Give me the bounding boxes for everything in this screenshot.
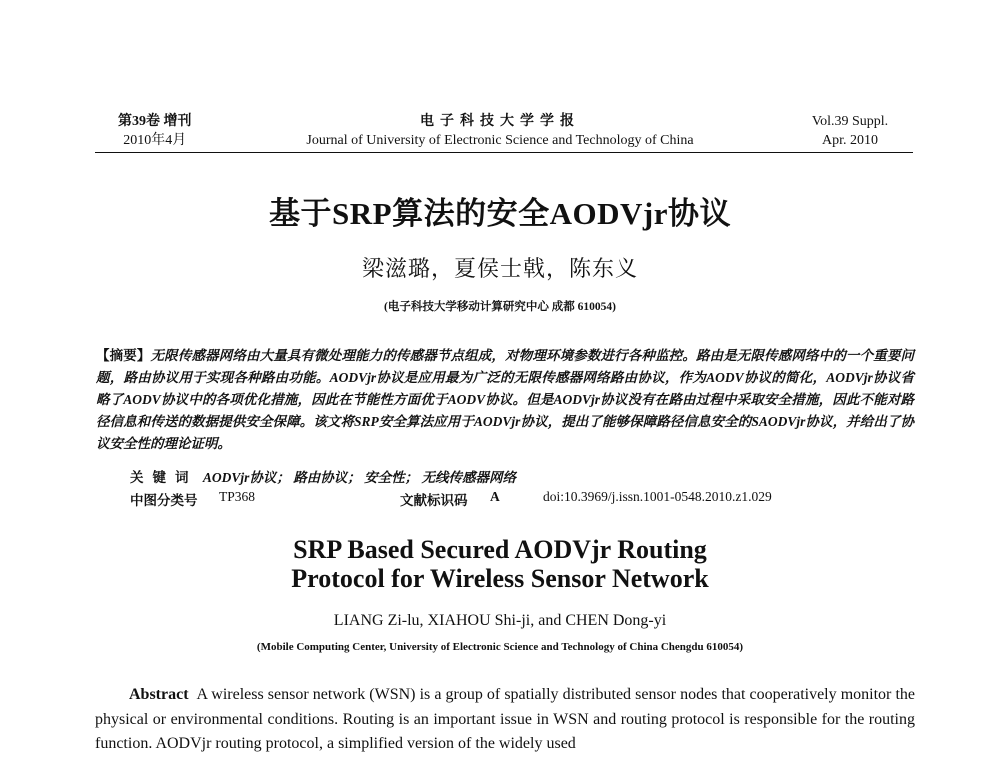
header-volume-en-info xyxy=(800,112,900,150)
authors-cn: 梁滋璐，夏侯士戟，陈东义 xyxy=(361,256,638,281)
header-journal xyxy=(260,112,740,150)
title-en-line2: Protocol for Wireless Sensor Network xyxy=(291,564,709,593)
keywords-cn-label: 关键词 xyxy=(130,470,198,485)
title-en-line1: SRP Based Secured AODVjr Routing xyxy=(293,535,707,564)
abstract-en-text: A wireless sensor network (WSN) is a group of spatially distributed sensor nodes that cooperatively monitor the physical or environmental conditions. Routing is an important issue in WSN and routing protocol is responsible for the routing function. AODVjr routing protocol, a simplified version of the widely used xyxy=(95,686,915,752)
paper-title-en xyxy=(0,535,1000,593)
header-rule xyxy=(95,152,913,153)
header-date-cn: 2010年4月 xyxy=(123,133,187,148)
keywords-cn xyxy=(130,466,516,486)
header-volume-info xyxy=(118,112,192,150)
clc-label: 中图分类号 xyxy=(130,493,198,508)
affiliation-en: (Mobile Computing Center, University of Electronic Science and Technology of China Chengdu 610054) xyxy=(256,641,744,653)
paper-title-cn: 基于SRP算法的安全AODVjr协议 xyxy=(269,196,731,231)
doc-code-value: A xyxy=(490,489,500,504)
clc-value: TP368 xyxy=(219,489,256,504)
abstract-en xyxy=(95,683,915,757)
keywords-cn-values: AODVjr协议； 路由协议； 安全性； 无线传感器网络 xyxy=(202,470,517,485)
doc-code-label: 文献标识码 xyxy=(400,493,468,508)
journal-name-cn: 电子科技大学学报 xyxy=(420,114,580,129)
affiliation-cn: (电子科技大学移动计算研究中心 成都 610054) xyxy=(384,301,616,313)
authors-en: LIANG Zi-lu, XIAHOU Shi-ji, and CHEN Dong-yi xyxy=(333,612,667,629)
doi: doi:10.3969/j.issn.1001-0548.2010.z1.029 xyxy=(543,489,772,504)
journal-name-en: Journal of University of Electronic Science and Technology of China xyxy=(306,133,694,148)
abstract-cn-label: 【摘要】 xyxy=(96,348,151,363)
header-volume-en: Vol.39 Suppl. xyxy=(811,114,889,129)
header-volume: 第39卷 增刊 xyxy=(118,114,192,129)
classification-row xyxy=(130,489,920,509)
abstract-en-label: Abstract xyxy=(129,686,189,703)
abstract-cn xyxy=(96,345,914,455)
abstract-cn-text: 无限传感器网络由大量具有微处理能力的传感器节点组成，对物理环境参数进行各种监控。路由是无限传感网络中的一个重要问题，路由协议用于实现各种路由功能。AODVjr协议是应用最为广泛的无限传感器网络路由协议，作为AODV协议的简化，AODVjr协议省略了AODV协议中的各项优化措施，因此在节能性方面优于AODV协议。但是AODVjr协议没有在路由过程中采取安全措施，因此不能对路径信息和传送的数据提供安全保障。该文将SRP安全算法应用于AODVjr协议，提出了能够保障路径信息安全的SAODVjr协议，并给出了协议安全性的理论证明。 xyxy=(96,348,915,451)
header-date-en: Apr. 2010 xyxy=(822,133,878,148)
